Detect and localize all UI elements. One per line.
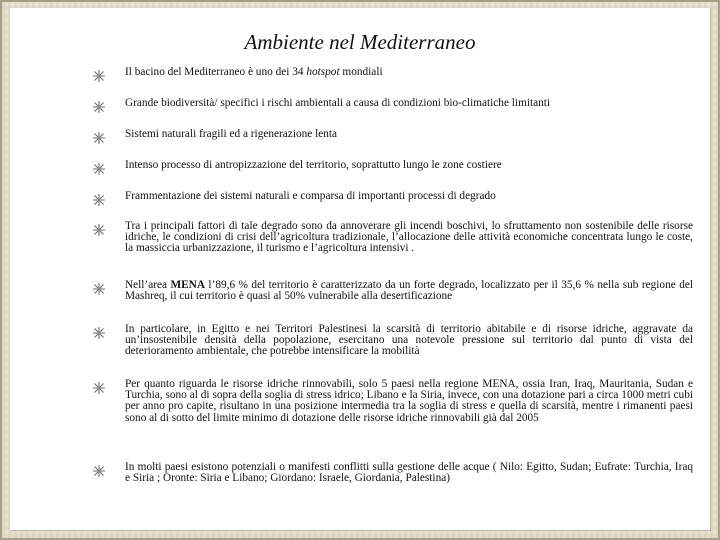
sparkle-bullet-icon bbox=[92, 69, 106, 83]
bullet-item-text-segment: In molti paesi esistono potenziali o manifesti conflitti sulla gestione delle acque ( Nilo: Egitto, Sudan; Eufrate: Turchia, Iraq e Siria ; Oronte: Siria e Libano; Giordano: Israele, Giordania, Palestina) bbox=[125, 461, 693, 485]
bullet-item-9 bbox=[125, 379, 693, 424]
bullet-item-text-segment: Sistemi naturali fragili ed a rigenerazione lenta bbox=[125, 128, 338, 140]
bullet-item-text-segment: Grande biodiversità/ specifici i rischi ambientali a causa di condizioni bio-climatiche limitanti bbox=[125, 97, 551, 109]
bullet-item-7 bbox=[125, 280, 693, 302]
bullet-item-text-segment: l’89,6 % del territorio è caratterizzato da un forte degrado, localizzato per il 35,6 % nella sub regione del Mashreq, il cui territorio è quasi al 50% vulnerabile alla desertificazione bbox=[125, 279, 693, 303]
bullet-item-10 bbox=[125, 462, 693, 484]
sparkle-bullet-icon bbox=[92, 282, 106, 296]
bullet-item-text-segment: Intenso processo di antropizzazione del territorio, soprattutto lungo le zone costiere bbox=[125, 159, 502, 171]
slide-content-panel bbox=[10, 8, 710, 530]
sparkle-bullet-icon bbox=[92, 326, 106, 340]
sparkle-bullet-icon bbox=[92, 193, 106, 207]
bullet-item-text-segment: Nell’area bbox=[125, 279, 171, 291]
slide-title: Ambiente nel Mediterraneo bbox=[244, 30, 476, 54]
sparkle-bullet-icon bbox=[92, 162, 106, 176]
bullet-item-text-segment: Il bacino del Mediterraneo è uno dei 34 bbox=[125, 66, 307, 78]
bullet-item-text-segment: In particolare, in Egitto e nei Territori Palestinesi la scarsità di territorio abitabile e di risorse idriche, aggravate da un’insostenibile densità della popolazione, esercitano una notevole pressione sul territorio dal punto di vista del deterioramento ambientale, che potrebbe intensificare la mobilità bbox=[125, 323, 693, 358]
sparkle-bullet-icon bbox=[92, 100, 106, 114]
bullet-item-3 bbox=[125, 129, 693, 140]
bullet-item-4 bbox=[125, 160, 693, 171]
sparkle-bullet-icon bbox=[92, 464, 106, 478]
bullet-item-8 bbox=[125, 324, 693, 358]
sparkle-bullet-icon bbox=[92, 131, 106, 145]
bullet-item-text-segment: Per quanto riguarda le risorse idriche rinnovabili, solo 5 paesi nella regione MENA, ossia Iran, Iraq, Mauritania, Sudan e Turchia, sono al di sopra della soglia di stress idrico; Libano e la Siria, invece, con una dotazione pari a circa 1000 metri cubi per anno pro capite, risultano in una posizione intermedia tra la soglia di stress e quella di scarsità, mentre i rimanenti paesi sono al di sotto del limite minimo di dotazione delle risorse idriche rinnovabili già dal 2005 bbox=[125, 378, 693, 424]
bullet-item-5 bbox=[125, 191, 693, 202]
bullet-item-text-segment: Tra i principali fattori di tale degrado sono da annoverare gli incendi boschivi, lo sfruttamento non sostenibile delle risorse idriche, le condizioni di crisi dell’agricoltura tradizionale, l’allocazione delle attività economiche concentrata lungo le coste, la massiccia urbanizzazione, il turismo e l’agricoltura intensivi . bbox=[125, 220, 693, 255]
sparkle-bullet-icon bbox=[92, 223, 106, 237]
bullet-item-6 bbox=[125, 221, 693, 255]
sparkle-bullet-icon bbox=[92, 381, 106, 395]
bullet-item-text-segment: hotspot bbox=[306, 66, 340, 78]
bullet-item-1 bbox=[125, 67, 693, 78]
bullet-item-text-segment: Frammentazione dei sistemi naturali e comparsa di importanti processi di degrado bbox=[125, 190, 496, 202]
bullet-item-text-segment: MENA bbox=[170, 279, 205, 291]
bullet-item-2 bbox=[125, 98, 693, 109]
bullet-item-text-segment: mondiali bbox=[339, 66, 383, 78]
